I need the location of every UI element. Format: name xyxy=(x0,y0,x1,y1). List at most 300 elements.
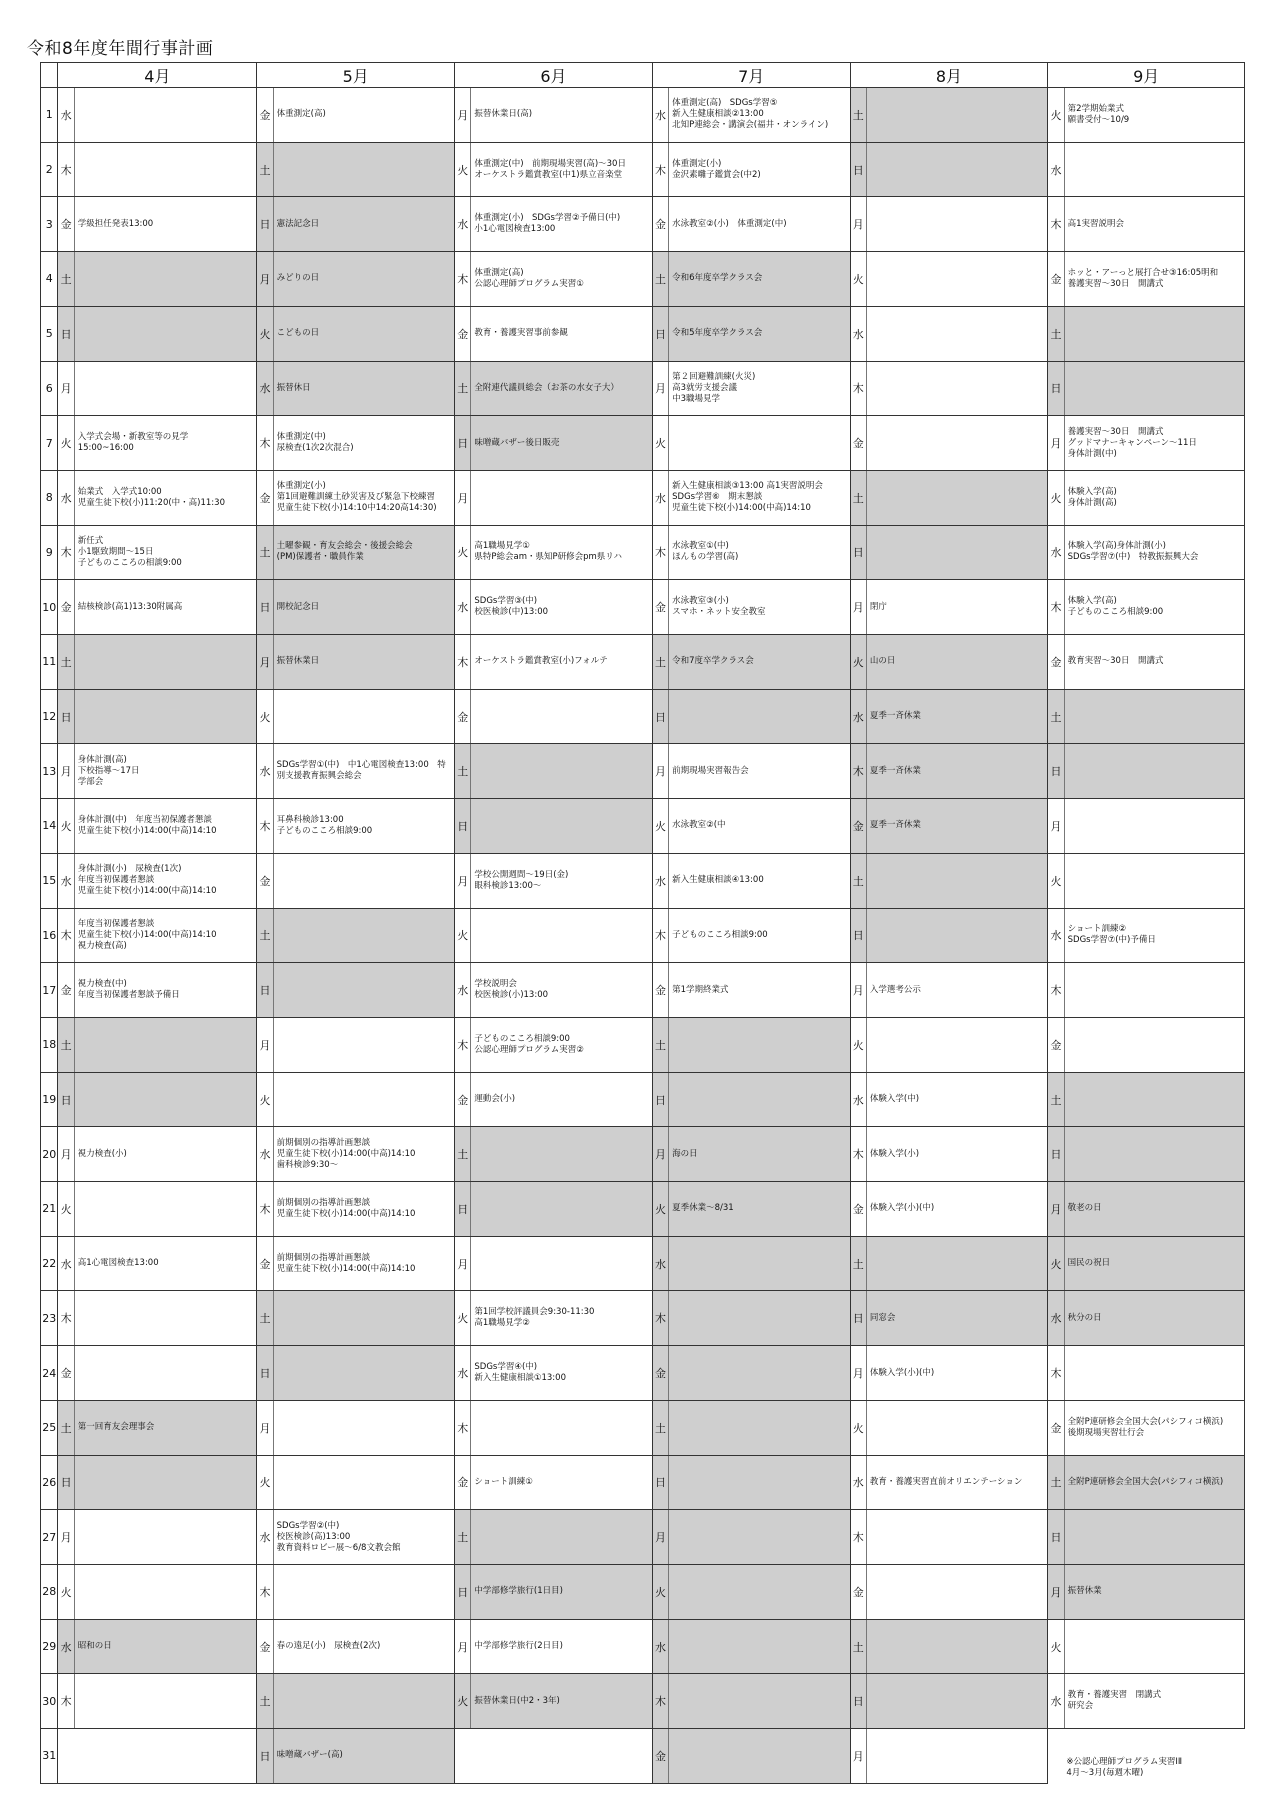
event-cell-jun xyxy=(471,1510,652,1565)
weekday-aug: 火 xyxy=(850,635,866,690)
weekday-jun: 土 xyxy=(455,744,471,799)
calendar-row xyxy=(41,635,1245,690)
day-number: 23 xyxy=(41,1291,58,1346)
event-cell-apr: 結核検診(高1)13:30附属高 xyxy=(74,580,257,635)
event-cell-apr: 身体計測(高) 下校指導～17日 学部会 xyxy=(74,744,257,799)
weekday-sep: 金 xyxy=(1048,1400,1064,1455)
weekday-jul: 月 xyxy=(652,1127,668,1182)
month-header-apr: 4月 xyxy=(58,63,257,88)
calendar-row xyxy=(41,1072,1245,1127)
event-cell-jul: 水泳教室③(小) スマホ・ネット安全教室 xyxy=(669,580,850,635)
weekday-jul: 金 xyxy=(652,197,668,252)
weekday-jun: 火 xyxy=(455,908,471,963)
weekday-apr: 水 xyxy=(58,1619,74,1674)
weekday-apr: 月 xyxy=(58,1127,74,1182)
event-cell-jul: 新入生健康相談③13:00 高1実習説明会 SDGs学習⑥ 期末懇談 児童生徒下校(小)14:00(中高)14:10 xyxy=(669,470,850,525)
event-cell-aug xyxy=(866,306,1047,361)
calendar-row xyxy=(41,1017,1245,1072)
calendar-row xyxy=(41,1346,1245,1401)
event-cell-apr xyxy=(74,689,257,744)
weekday-sep: 日 xyxy=(1048,1510,1064,1565)
event-cell-jul xyxy=(669,1564,850,1619)
weekday-jul: 日 xyxy=(652,1455,668,1510)
calendar-row xyxy=(41,1729,1245,1784)
event-cell-aug: 夏季一斉休業 xyxy=(866,744,1047,799)
weekday-jul: 土 xyxy=(652,635,668,690)
event-cell-apr: 新任式 小1駆致期間～15日 子どものこころの相談9:00 xyxy=(74,525,257,580)
calendar-row xyxy=(41,963,1245,1018)
event-cell-apr xyxy=(74,88,257,143)
event-cell-sep: 養護実習～30日 開講式 グッドマナーキャンペーン～11日 身体計測(中) xyxy=(1064,416,1244,471)
weekday-aug: 金 xyxy=(850,1564,866,1619)
weekday-may: 日 xyxy=(257,1346,273,1401)
event-cell-jun: SDGs学習④(中) 新入生健康相談①13:00 xyxy=(471,1346,652,1401)
event-cell-sep: 敬老の日 xyxy=(1064,1182,1244,1237)
event-cell-sep xyxy=(1064,1072,1244,1127)
weekday-apr: 金 xyxy=(58,580,74,635)
weekday-jul: 金 xyxy=(652,580,668,635)
weekday-sep: 水 xyxy=(1048,142,1064,197)
weekday-aug: 土 xyxy=(850,1236,866,1291)
event-cell-aug: 体験入学(小)(中) xyxy=(866,1346,1047,1401)
event-cell-may xyxy=(273,963,454,1018)
weekday-sep: 火 xyxy=(1048,1619,1064,1674)
calendar-row xyxy=(41,580,1245,635)
weekday-apr: 水 xyxy=(58,853,74,908)
empty-cell-jun xyxy=(455,1729,653,1784)
weekday-may: 水 xyxy=(257,1510,273,1565)
calendar-row xyxy=(41,306,1245,361)
event-cell-sep: 体験入学(高) 子どものこころ相談9:00 xyxy=(1064,580,1244,635)
calendar-row xyxy=(41,197,1245,252)
event-cell-may: 振替休業日 xyxy=(273,635,454,690)
weekday-jun: 水 xyxy=(455,963,471,1018)
weekday-jul: 日 xyxy=(652,689,668,744)
event-cell-apr: 学級担任発表13:00 xyxy=(74,197,257,252)
day-number: 21 xyxy=(41,1182,58,1237)
weekday-jul: 月 xyxy=(652,744,668,799)
weekday-apr: 水 xyxy=(58,1236,74,1291)
weekday-jul: 金 xyxy=(652,963,668,1018)
weekday-jun: 金 xyxy=(455,306,471,361)
day-number: 5 xyxy=(41,306,58,361)
event-cell-jul xyxy=(669,1400,850,1455)
weekday-jun: 土 xyxy=(455,361,471,416)
event-cell-jul: 体重測定(高) SDGs学習⑤ 新入生健康相談②13:00 北知P連総会・講演会(福井・オンライン) xyxy=(669,88,850,143)
event-cell-may: 前期個別の指導計画懇談 児童生徒下校(小)14:00(中高)14:10 xyxy=(273,1236,454,1291)
calendar-row xyxy=(41,1400,1245,1455)
weekday-may: 水 xyxy=(257,1127,273,1182)
weekday-jul: 木 xyxy=(652,525,668,580)
event-cell-apr: 身体計測(小) 尿検査(1次) 年度当初保護者懇談 児童生徒下校(小)14:00(中高)14:10 xyxy=(74,853,257,908)
weekday-sep: 火 xyxy=(1048,853,1064,908)
annual-calendar-table xyxy=(40,62,1245,1784)
event-cell-may: 前期個別の指導計画懇談 児童生徒下校(小)14:00(中高)14:10 xyxy=(273,1182,454,1237)
day-number: 18 xyxy=(41,1017,58,1072)
event-cell-may: SDGs学習①(中) 中1心電図検査13:00 特 別支援教育振興会総会 xyxy=(273,744,454,799)
weekday-apr: 土 xyxy=(58,1400,74,1455)
event-cell-aug xyxy=(866,88,1047,143)
event-cell-apr xyxy=(74,142,257,197)
event-cell-may xyxy=(273,1072,454,1127)
event-cell-jul xyxy=(669,1072,850,1127)
weekday-aug: 水 xyxy=(850,1072,866,1127)
weekday-jul: 木 xyxy=(652,142,668,197)
weekday-jul: 土 xyxy=(652,252,668,307)
event-cell-jun xyxy=(471,744,652,799)
weekday-apr: 水 xyxy=(58,88,74,143)
weekday-aug: 水 xyxy=(850,1455,866,1510)
weekday-jul: 水 xyxy=(652,88,668,143)
event-cell-jun: 中学部修学旅行(2日目) xyxy=(471,1619,652,1674)
day-number: 30 xyxy=(41,1674,58,1729)
event-cell-may xyxy=(273,1400,454,1455)
event-cell-aug: 体験入学(中) xyxy=(866,1072,1047,1127)
event-cell-sep: 教育・養護実習 閉講式 研究会 xyxy=(1064,1674,1244,1729)
event-cell-jun: 体重測定(中) 前期現場実習(高)～30日 オーケストラ鑑賞教室(中1)県立音楽堂 xyxy=(471,142,652,197)
weekday-sep: 木 xyxy=(1048,197,1064,252)
day-number: 17 xyxy=(41,963,58,1018)
weekday-sep: 日 xyxy=(1048,744,1064,799)
weekday-may: 火 xyxy=(257,1455,273,1510)
event-cell-sep xyxy=(1064,1510,1244,1565)
weekday-aug: 日 xyxy=(850,908,866,963)
event-cell-apr xyxy=(74,252,257,307)
weekday-jun: 月 xyxy=(455,88,471,143)
event-cell-apr xyxy=(74,635,257,690)
weekday-may: 水 xyxy=(257,361,273,416)
calendar-row xyxy=(41,1510,1245,1565)
weekday-jun: 水 xyxy=(455,197,471,252)
event-cell-sep xyxy=(1064,142,1244,197)
event-cell-aug xyxy=(866,252,1047,307)
event-cell-may: 憲法記念日 xyxy=(273,197,454,252)
event-cell-apr: 身体計測(中) 年度当初保護者懇談 児童生徒下校(小)14:00(中高)14:10 xyxy=(74,799,257,854)
weekday-jul: 火 xyxy=(652,1564,668,1619)
weekday-sep: 木 xyxy=(1048,1346,1064,1401)
weekday-aug: 金 xyxy=(850,416,866,471)
event-cell-jun xyxy=(471,1236,652,1291)
weekday-sep: 水 xyxy=(1048,908,1064,963)
event-cell-sep xyxy=(1064,853,1244,908)
event-cell-may xyxy=(273,142,454,197)
weekday-apr: 水 xyxy=(58,470,74,525)
weekday-apr: 日 xyxy=(58,1455,74,1510)
calendar-row xyxy=(41,1291,1245,1346)
event-cell-aug xyxy=(866,1564,1047,1619)
event-cell-aug xyxy=(866,1236,1047,1291)
weekday-jun: 日 xyxy=(455,1564,471,1619)
event-cell-sep: ショート訓練② SDGs学習⑦(中)予備日 xyxy=(1064,908,1244,963)
weekday-apr: 土 xyxy=(58,252,74,307)
day-number: 26 xyxy=(41,1455,58,1510)
day-number: 25 xyxy=(41,1400,58,1455)
calendar-row xyxy=(41,853,1245,908)
weekday-aug: 日 xyxy=(850,1674,866,1729)
day-number: 1 xyxy=(41,88,58,143)
event-cell-jun: 学校公開週間～19日(金) 眼科検診13:00～ xyxy=(471,853,652,908)
event-cell-sep xyxy=(1064,1619,1244,1674)
weekday-apr: 木 xyxy=(58,908,74,963)
weekday-jun: 火 xyxy=(455,142,471,197)
event-cell-sep xyxy=(1064,963,1244,1018)
event-cell-jul: 海の日 xyxy=(669,1127,850,1182)
event-cell-apr xyxy=(74,1564,257,1619)
weekday-sep: 木 xyxy=(1048,580,1064,635)
event-cell-jul: 夏季休業～8/31 xyxy=(669,1182,850,1237)
weekday-may: 月 xyxy=(257,1017,273,1072)
weekday-sep: 火 xyxy=(1048,470,1064,525)
event-cell-aug xyxy=(866,361,1047,416)
weekday-may: 火 xyxy=(257,689,273,744)
weekday-jun: 火 xyxy=(455,525,471,580)
event-cell-apr: 年度当初保護者懇談 児童生徒下校(小)14:00(中高)14:10 視力検査(高) xyxy=(74,908,257,963)
weekday-jul: 火 xyxy=(652,1182,668,1237)
weekday-apr: 木 xyxy=(58,1674,74,1729)
calendar-row xyxy=(41,1182,1245,1237)
weekday-apr: 金 xyxy=(58,1346,74,1401)
weekday-may: 木 xyxy=(257,799,273,854)
weekday-aug: 木 xyxy=(850,744,866,799)
event-cell-jun: 子どものこころ相談9:00 公認心理師プログラム実習② xyxy=(471,1017,652,1072)
event-cell-may: こどもの日 xyxy=(273,306,454,361)
weekday-apr: 火 xyxy=(58,1182,74,1237)
weekday-jun: 木 xyxy=(455,635,471,690)
weekday-jun: 月 xyxy=(455,1619,471,1674)
event-cell-may: 土曜参観・育友会総会・後援会総会 (PM)保護者・職員作業 xyxy=(273,525,454,580)
weekday-sep: 土 xyxy=(1048,306,1064,361)
weekday-jun: 日 xyxy=(455,416,471,471)
event-cell-apr xyxy=(74,1346,257,1401)
event-cell-apr: 昭和の日 xyxy=(74,1619,257,1674)
event-cell-apr: 入学式会場・新教室等の見学 15:00~16:00 xyxy=(74,416,257,471)
event-cell-apr: 視力検査(中) 年度当初保護者懇談予備日 xyxy=(74,963,257,1018)
event-cell-sep: 振替休業 xyxy=(1064,1564,1244,1619)
event-cell-apr: 高1心電図検査13:00 xyxy=(74,1236,257,1291)
event-cell-jul xyxy=(669,1291,850,1346)
weekday-sep: 金 xyxy=(1048,252,1064,307)
weekday-aug: 日 xyxy=(850,525,866,580)
weekday-jul: 土 xyxy=(652,1400,668,1455)
weekday-may: 木 xyxy=(257,1564,273,1619)
weekday-aug: 月 xyxy=(850,1346,866,1401)
weekday-may: 木 xyxy=(257,1182,273,1237)
event-cell-sep: 高1実習説明会 xyxy=(1064,197,1244,252)
weekday-may: 火 xyxy=(257,1072,273,1127)
event-cell-jun: 振替休業日(高) xyxy=(471,88,652,143)
weekday-apr: 土 xyxy=(58,635,74,690)
event-cell-sep xyxy=(1064,1017,1244,1072)
weekday-sep: 月 xyxy=(1048,1564,1064,1619)
weekday-jul: 木 xyxy=(652,1291,668,1346)
event-cell-jul: 令和7度卒学クラス会 xyxy=(669,635,850,690)
event-cell-may xyxy=(273,689,454,744)
day-number: 9 xyxy=(41,525,58,580)
event-cell-jun xyxy=(471,1182,652,1237)
month-header-jun: 6月 xyxy=(455,63,653,88)
event-cell-jul: 前期現場実習報告会 xyxy=(669,744,850,799)
weekday-sep: 月 xyxy=(1048,416,1064,471)
calendar-row xyxy=(41,1674,1245,1729)
calendar-body xyxy=(41,88,1245,1784)
calendar-row xyxy=(41,908,1245,963)
day-number: 19 xyxy=(41,1072,58,1127)
corner-cell xyxy=(41,63,58,88)
event-cell-apr xyxy=(74,1510,257,1565)
day-number: 2 xyxy=(41,142,58,197)
day-number: 14 xyxy=(41,799,58,854)
event-cell-jul xyxy=(669,1455,850,1510)
weekday-sep: 日 xyxy=(1048,1127,1064,1182)
event-cell-jun: 中学部修学旅行(1日目) xyxy=(471,1564,652,1619)
day-number: 20 xyxy=(41,1127,58,1182)
event-cell-jul xyxy=(669,1619,850,1674)
weekday-jul: 金 xyxy=(652,1729,668,1784)
weekday-apr: 日 xyxy=(58,306,74,361)
event-cell-jul xyxy=(669,1346,850,1401)
event-cell-jun xyxy=(471,908,652,963)
event-cell-sep xyxy=(1064,799,1244,854)
weekday-may: 日 xyxy=(257,580,273,635)
event-cell-jul: 子どものこころ相談9:00 xyxy=(669,908,850,963)
event-cell-jun: 振替休業日(中2・3年) xyxy=(471,1674,652,1729)
event-cell-aug: 同窓会 xyxy=(866,1291,1047,1346)
weekday-may: 月 xyxy=(257,635,273,690)
event-cell-apr xyxy=(74,306,257,361)
weekday-jun: 金 xyxy=(455,1455,471,1510)
event-cell-sep xyxy=(1064,361,1244,416)
day-number: 16 xyxy=(41,908,58,963)
day-number: 13 xyxy=(41,744,58,799)
event-cell-may: 体重測定(小) 第1回避難訓練土砂災害及び緊急下校練習 児童生徒下校(小)14:10中14:20高14:30) xyxy=(273,470,454,525)
event-cell-sep xyxy=(1064,744,1244,799)
calendar-row xyxy=(41,1236,1245,1291)
event-cell-may xyxy=(273,1564,454,1619)
weekday-apr: 木 xyxy=(58,1291,74,1346)
event-cell-aug: 夏季一斉休業 xyxy=(866,689,1047,744)
event-cell-sep: 体験入学(高)身体計測(小) SDGs学習⑦(中) 特教振振興大会 xyxy=(1064,525,1244,580)
weekday-may: 月 xyxy=(257,1400,273,1455)
event-cell-may: みどりの日 xyxy=(273,252,454,307)
event-cell-aug xyxy=(866,1674,1047,1729)
calendar-row xyxy=(41,525,1245,580)
weekday-jun: 土 xyxy=(455,1510,471,1565)
weekday-apr: 月 xyxy=(58,1510,74,1565)
event-cell-sep xyxy=(1064,306,1244,361)
event-cell-may: 前期個別の指導計画懇談 児童生徒下校(小)14:00(中高)14:10 歯科検診9:30～ xyxy=(273,1127,454,1182)
calendar-row xyxy=(41,142,1245,197)
event-cell-aug xyxy=(866,525,1047,580)
calendar-row xyxy=(41,416,1245,471)
weekday-aug: 月 xyxy=(850,963,866,1018)
weekday-jul: 水 xyxy=(652,1236,668,1291)
event-cell-jun xyxy=(471,1127,652,1182)
event-cell-jun xyxy=(471,470,652,525)
event-cell-aug: 夏季一斉休業 xyxy=(866,799,1047,854)
event-cell-jul xyxy=(669,1236,850,1291)
event-cell-apr xyxy=(74,1291,257,1346)
calendar-row xyxy=(41,1564,1245,1619)
calendar-row xyxy=(41,1127,1245,1182)
day-number: 22 xyxy=(41,1236,58,1291)
event-cell-may xyxy=(273,1674,454,1729)
month-header-jul: 7月 xyxy=(652,63,850,88)
weekday-may: 日 xyxy=(257,963,273,1018)
weekday-may: 金 xyxy=(257,470,273,525)
event-cell-may xyxy=(273,1291,454,1346)
weekday-apr: 木 xyxy=(58,525,74,580)
weekday-may: 金 xyxy=(257,88,273,143)
weekday-may: 土 xyxy=(257,1674,273,1729)
month-header-aug: 8月 xyxy=(850,63,1048,88)
event-cell-aug: 入学選考公示 xyxy=(866,963,1047,1018)
event-cell-aug xyxy=(866,1017,1047,1072)
weekday-jun: 土 xyxy=(455,1127,471,1182)
weekday-apr: 月 xyxy=(58,361,74,416)
day-number: 10 xyxy=(41,580,58,635)
weekday-sep: 月 xyxy=(1048,799,1064,854)
event-cell-jul: 水泳教室②(小) 体重測定(中) xyxy=(669,197,850,252)
event-cell-may: 耳鼻科検診13:00 子どものこころ相談9:00 xyxy=(273,799,454,854)
event-cell-may xyxy=(273,908,454,963)
day-number: 31 xyxy=(41,1729,58,1784)
weekday-sep: 月 xyxy=(1048,1182,1064,1237)
weekday-jul: 木 xyxy=(652,1674,668,1729)
day-number: 24 xyxy=(41,1346,58,1401)
weekday-sep: 土 xyxy=(1048,689,1064,744)
weekday-aug: 月 xyxy=(850,197,866,252)
weekday-jun: 火 xyxy=(455,1674,471,1729)
event-cell-aug: 教育・養護実習直前オリエンテーション xyxy=(866,1455,1047,1510)
weekday-may: 水 xyxy=(257,744,273,799)
weekday-aug: 木 xyxy=(850,361,866,416)
month-header-may: 5月 xyxy=(257,63,455,88)
weekday-jul: 日 xyxy=(652,1072,668,1127)
day-number: 4 xyxy=(41,252,58,307)
weekday-may: 土 xyxy=(257,525,273,580)
weekday-apr: 火 xyxy=(58,1564,74,1619)
event-cell-jun: ショート訓練① xyxy=(471,1455,652,1510)
event-cell-aug: 山の日 xyxy=(866,635,1047,690)
weekday-jul: 火 xyxy=(652,799,668,854)
day-number: 8 xyxy=(41,470,58,525)
event-cell-may xyxy=(273,1017,454,1072)
event-cell-aug: 体験入学(小)(中) xyxy=(866,1182,1047,1237)
calendar-row xyxy=(41,470,1245,525)
calendar-row xyxy=(41,744,1245,799)
weekday-aug: 日 xyxy=(850,142,866,197)
event-cell-aug: 体験入学(小) xyxy=(866,1127,1047,1182)
weekday-jul: 水 xyxy=(652,853,668,908)
calendar-row xyxy=(41,1455,1245,1510)
day-number: 6 xyxy=(41,361,58,416)
event-cell-aug xyxy=(866,1619,1047,1674)
event-cell-sep: 教育実習～30日 開講式 xyxy=(1064,635,1244,690)
weekday-sep: 火 xyxy=(1048,88,1064,143)
event-cell-apr xyxy=(74,1674,257,1729)
event-cell-jun: 体重測定(高) 公認心理師プログラム実習① xyxy=(471,252,652,307)
event-cell-sep: 全附P連研修会全国大会(パシフィコ横浜) xyxy=(1064,1455,1244,1510)
event-cell-jun: SDGs学習③(中) 校医検診(中)13:00 xyxy=(471,580,652,635)
weekday-aug: 月 xyxy=(850,580,866,635)
event-cell-jun: 全附連代議員総会（お茶の水女子大） xyxy=(471,361,652,416)
event-cell-jul: 第２回避難訓練(火災) 高3就労支援会議 中3職場見学 xyxy=(669,361,850,416)
day-number: 15 xyxy=(41,853,58,908)
event-cell-aug: 閉庁 xyxy=(866,580,1047,635)
event-cell-aug xyxy=(866,197,1047,252)
event-cell-may: 体重測定(高) xyxy=(273,88,454,143)
month-header-sep: 9月 xyxy=(1048,63,1245,88)
